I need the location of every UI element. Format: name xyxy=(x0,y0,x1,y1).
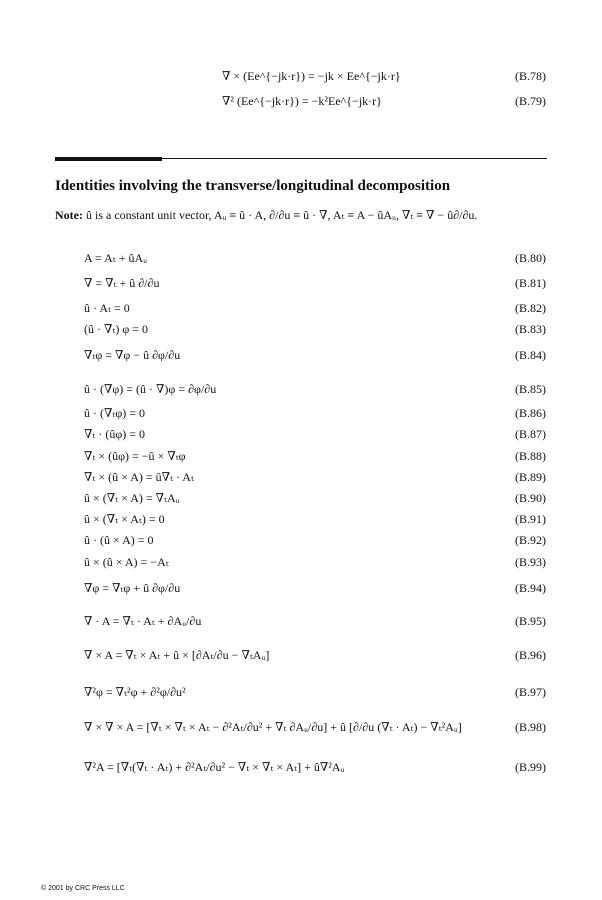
copyright-footer: © 2001 by CRC Press LLC xyxy=(41,885,125,892)
equation-number-b78: (B.78) xyxy=(515,69,546,83)
equation-b97: ∇²φ = ∇ₜ²φ + ∂²φ/∂u² xyxy=(84,685,186,699)
equation-b99: ∇²A = [∇ₜ(∇ₜ · Aₜ) + ∂²Aₜ/∂u² − ∇ₜ × ∇ₜ × Aₜ] + û∇²Aᵤ xyxy=(84,760,345,774)
equation-b95: ∇ · A = ∇ₜ · Aₜ + ∂Aᵤ/∂u xyxy=(84,614,202,628)
equation-b94: ∇φ = ∇ₜφ + û ∂φ/∂u xyxy=(84,581,181,595)
equation-b90: û × (∇ₜ × A) = ∇ₜAᵤ xyxy=(84,491,180,505)
section-rule-thick xyxy=(55,157,162,161)
equation-number-b97: (B.97) xyxy=(515,685,546,699)
equation-number-b83: (B.83) xyxy=(515,322,546,336)
equation-b98: ∇ × ∇ × A = [∇ₜ × ∇ₜ × Aₜ − ∂²Aₜ/∂u² + ∇ₜ ∂Aᵤ/∂u] + û [∂/∂u (∇ₜ · Aₜ) − ∇ₜ²Aᵤ] xyxy=(84,720,462,734)
equation-number-b79: (B.79) xyxy=(515,94,546,108)
equation-number-b91: (B.91) xyxy=(515,512,546,526)
equation-number-b88: (B.88) xyxy=(515,449,546,463)
equation-b87: ∇ₜ · (ûφ) = 0 xyxy=(84,427,146,441)
equation-number-b92: (B.92) xyxy=(515,533,546,547)
equation-number-b82: (B.82) xyxy=(515,301,546,315)
equation-b89: ∇ₜ × (û × A) = û∇ₜ · Aₜ xyxy=(84,470,194,484)
equation-b88: ∇ₜ × (ûφ) = −û × ∇ₜφ xyxy=(84,449,186,463)
equation-number-b87: (B.87) xyxy=(515,427,546,441)
equation-b80: A = Aₜ + ûAᵤ xyxy=(84,251,148,265)
equation-b93: û × (û × A) = −Aₜ xyxy=(84,555,169,569)
section-title: Identities involving the transverse/longitudinal decomposition xyxy=(55,178,451,194)
note-text: û is a constant unit vector, Aᵤ ≡ û · A, ∂/∂u ≡ û · ∇, Aₜ ≡ A − ûAᵤ, ∇ₜ ≡ ∇ − û∂/∂u. xyxy=(85,208,478,222)
equation-number-b95: (B.95) xyxy=(515,614,546,628)
equation-number-b80: (B.80) xyxy=(515,251,546,265)
equation-b78: ∇ × (Ee^{−jk·r}) = −jk × Ee^{−jk·r} xyxy=(222,69,401,83)
equation-b82: û · Aₜ = 0 xyxy=(84,301,130,315)
equation-number-b99: (B.99) xyxy=(515,760,546,774)
equation-number-b89: (B.89) xyxy=(515,470,546,484)
note-paragraph xyxy=(55,207,547,224)
equation-b83: (û · ∇ₜ) φ = 0 xyxy=(84,322,149,336)
equation-number-b86: (B.86) xyxy=(515,406,546,420)
equation-b85: û · (∇φ) = (û · ∇)φ = ∂φ/∂u xyxy=(84,382,217,396)
equation-b81: ∇ = ∇ₜ + û ∂/∂u xyxy=(84,276,160,290)
equation-number-b96: (B.96) xyxy=(515,648,546,662)
equation-b86: û · (∇ₜφ) = 0 xyxy=(84,406,146,420)
equation-b91: û × (∇ₜ × Aₜ) = 0 xyxy=(84,512,165,526)
equation-number-b94: (B.94) xyxy=(515,581,546,595)
equation-b96: ∇ × A = ∇ₜ × Aₜ + û × [∂Aₜ/∂u − ∇ₜAᵤ] xyxy=(84,648,270,662)
equation-number-b98: (B.98) xyxy=(515,720,546,734)
equation-number-b93: (B.93) xyxy=(515,555,546,569)
equation-number-b85: (B.85) xyxy=(515,382,546,396)
equation-number-b84: (B.84) xyxy=(515,348,546,362)
equation-b92: û · (û × A) = 0 xyxy=(84,533,154,547)
equation-b79: ∇² (Ee^{−jk·r}) = −k²Ee^{−jk·r} xyxy=(222,94,382,108)
section-rule-thin xyxy=(162,158,547,159)
note-label: Note: xyxy=(55,208,83,222)
equation-number-b90: (B.90) xyxy=(515,491,546,505)
equation-b84: ∇ₜφ = ∇φ − û ∂φ/∂u xyxy=(84,348,181,362)
equation-number-b81: (B.81) xyxy=(515,276,546,290)
